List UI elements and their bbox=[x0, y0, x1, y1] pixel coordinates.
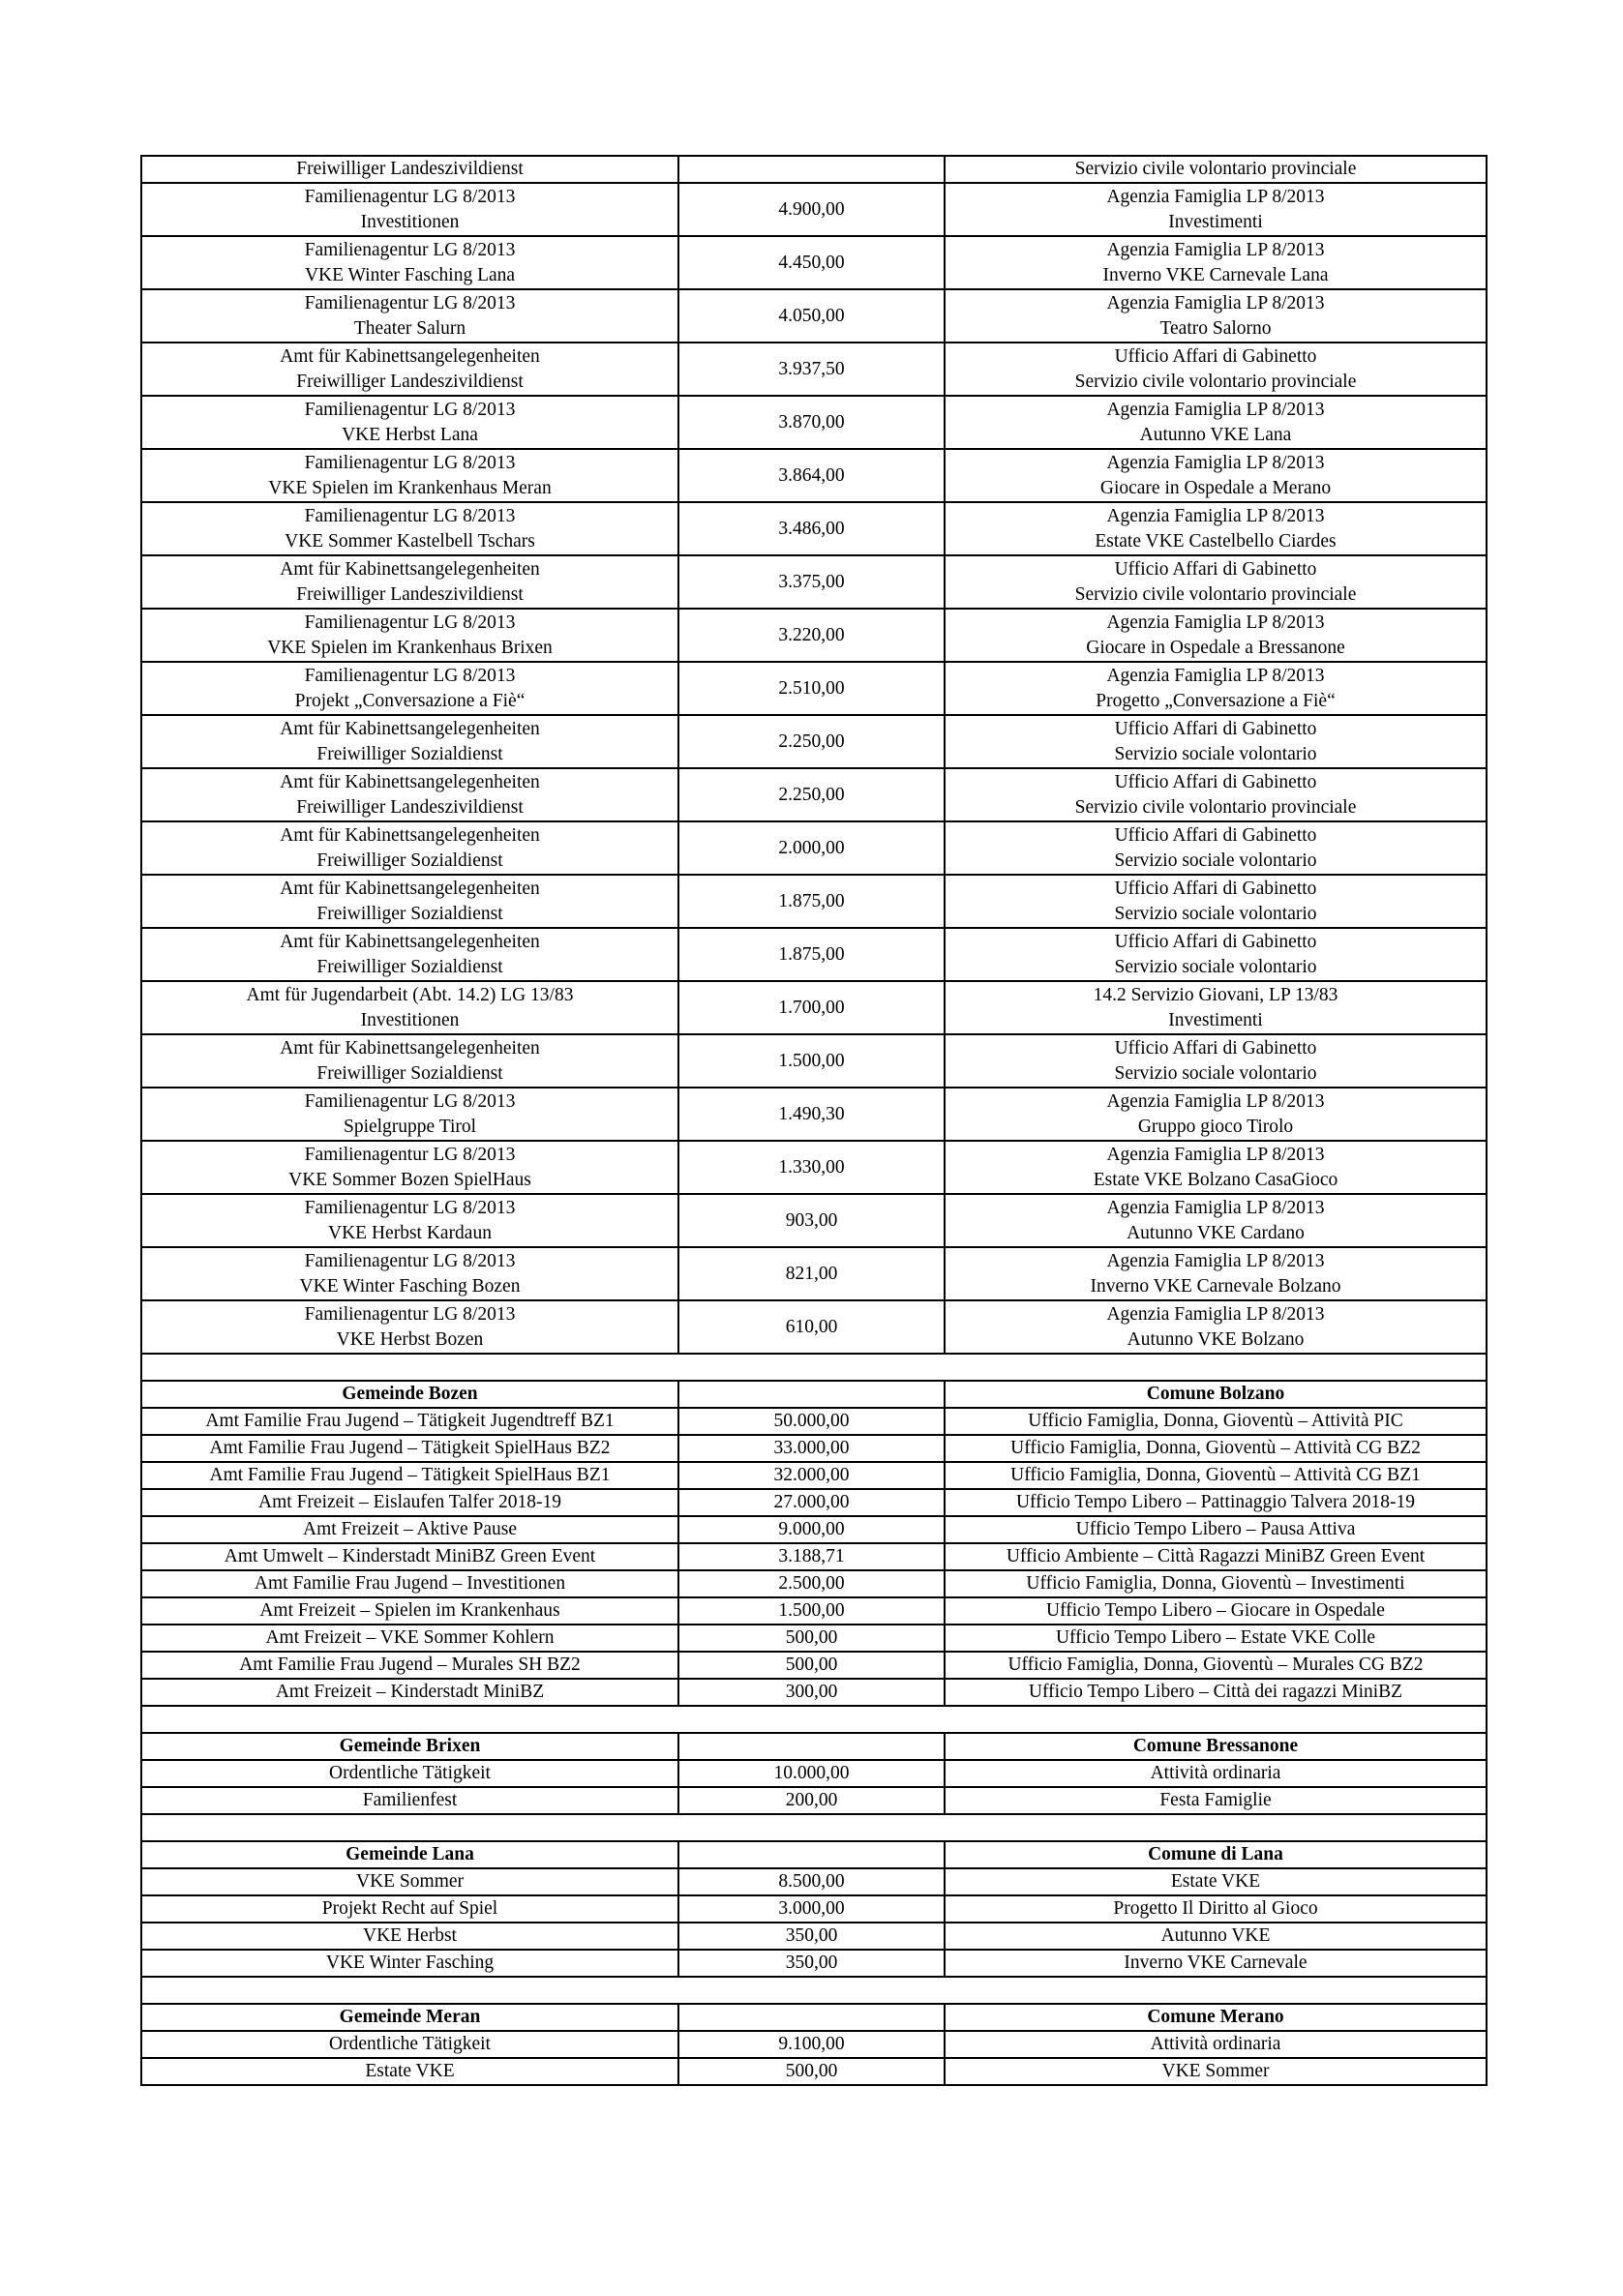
german-description-cell: Gemeinde Brixen bbox=[141, 1733, 678, 1760]
line-project: Servizio sociale volontario bbox=[1114, 850, 1317, 871]
amount-cell: 1.330,00 bbox=[678, 1141, 945, 1194]
section-header-row bbox=[141, 1733, 1487, 1760]
italian-description-cell: Ufficio Famiglia, Donna, Gioventù – Attività CG BZ2 bbox=[945, 1435, 1487, 1462]
german-description-cell: Freiwilliger Landeszivildienst bbox=[141, 156, 678, 183]
line-office: Amt für Kabinettsangelegenheiten bbox=[280, 558, 540, 580]
italian-description-cell bbox=[945, 768, 1487, 821]
line-project: VKE Herbst Lana bbox=[342, 424, 478, 445]
amount-cell: 300,00 bbox=[678, 1679, 945, 1706]
italian-description-cell: Comune Merano bbox=[945, 2004, 1487, 2031]
italian-description-cell bbox=[945, 821, 1487, 875]
table-row bbox=[141, 1088, 1487, 1141]
line-project: Projekt „Conversazione a Fiè“ bbox=[294, 690, 526, 711]
german-description-cell bbox=[141, 1088, 678, 1141]
table-row bbox=[141, 981, 1487, 1034]
line-project: Estate VKE Bolzano CasaGioco bbox=[1093, 1169, 1338, 1190]
amount-cell: 4.900,00 bbox=[678, 183, 945, 236]
german-description-cell bbox=[141, 343, 678, 396]
table-row bbox=[141, 1462, 1487, 1489]
amount-cell: 32.000,00 bbox=[678, 1462, 945, 1489]
line-office: Agenzia Famiglia LP 8/2013 bbox=[1106, 1303, 1325, 1325]
german-description-cell: VKE Herbst bbox=[141, 1923, 678, 1950]
german-description-cell bbox=[141, 928, 678, 981]
table-row bbox=[141, 2058, 1487, 2085]
italian-description-cell bbox=[945, 928, 1487, 981]
line-office: Familienagentur LG 8/2013 bbox=[304, 452, 516, 473]
amount-cell: 903,00 bbox=[678, 1194, 945, 1247]
amount-cell: 610,00 bbox=[678, 1300, 945, 1354]
italian-description-cell: Attività ordinaria bbox=[945, 2031, 1487, 2058]
line-office: Ufficio Affari di Gabinetto bbox=[1114, 718, 1317, 739]
line-project: Giocare in Ospedale a Bressanone bbox=[1086, 637, 1345, 658]
german-description-cell: Projekt Recht auf Spiel bbox=[141, 1895, 678, 1923]
line-project: Servizio sociale volontario bbox=[1114, 956, 1317, 977]
funding-table-body bbox=[141, 156, 1487, 2085]
table-row bbox=[141, 1435, 1487, 1462]
italian-description-cell: Ufficio Famiglia, Donna, Gioventù – Attività PIC bbox=[945, 1408, 1487, 1435]
italian-description-cell bbox=[945, 236, 1487, 289]
amount-cell: 350,00 bbox=[678, 1950, 945, 1977]
line-office: Amt für Kabinettsangelegenheiten bbox=[280, 771, 540, 792]
table-row bbox=[141, 1868, 1487, 1895]
italian-description-cell: Inverno VKE Carnevale bbox=[945, 1950, 1487, 1977]
amount-cell: 821,00 bbox=[678, 1247, 945, 1300]
line-office: Amt für Kabinettsangelegenheiten bbox=[280, 878, 540, 899]
german-description-cell: Gemeinde Bozen bbox=[141, 1381, 678, 1408]
line-office: Ufficio Affari di Gabinetto bbox=[1114, 878, 1317, 899]
german-description-cell bbox=[141, 875, 678, 928]
line-office: Agenzia Famiglia LP 8/2013 bbox=[1106, 292, 1325, 313]
line-project: VKE Spielen im Krankenhaus Meran bbox=[268, 477, 552, 498]
german-description-cell: Estate VKE bbox=[141, 2058, 678, 2085]
italian-description-cell: Progetto Il Diritto al Gioco bbox=[945, 1895, 1487, 1923]
line-project: Investimenti bbox=[1168, 211, 1263, 232]
table-row bbox=[141, 1787, 1487, 1814]
table-row bbox=[141, 1625, 1487, 1652]
amount-cell: 1.490,30 bbox=[678, 1088, 945, 1141]
line-office: Ufficio Affari di Gabinetto bbox=[1114, 345, 1317, 367]
german-description-cell bbox=[141, 1034, 678, 1088]
german-description-cell: Amt Familie Frau Jugend – Investitionen bbox=[141, 1570, 678, 1597]
table-row bbox=[141, 875, 1487, 928]
german-description-cell bbox=[141, 768, 678, 821]
amount-cell: 1.700,00 bbox=[678, 981, 945, 1034]
table-row bbox=[141, 343, 1487, 396]
amount-cell: 3.220,00 bbox=[678, 609, 945, 662]
german-description-cell bbox=[141, 821, 678, 875]
italian-description-cell: Ufficio Famiglia, Donna, Gioventù – Murales CG BZ2 bbox=[945, 1652, 1487, 1679]
table-row bbox=[141, 768, 1487, 821]
line-office: Agenzia Famiglia LP 8/2013 bbox=[1106, 1197, 1325, 1218]
line-project: VKE Herbst Kardaun bbox=[328, 1222, 492, 1243]
line-project: Servizio civile volontario provinciale bbox=[1074, 796, 1357, 818]
line-office: Agenzia Famiglia LP 8/2013 bbox=[1106, 1090, 1325, 1112]
amount-cell: 200,00 bbox=[678, 1787, 945, 1814]
amount-cell: 1.875,00 bbox=[678, 928, 945, 981]
line-office: Agenzia Famiglia LP 8/2013 bbox=[1106, 239, 1325, 260]
german-description-cell: Familienfest bbox=[141, 1787, 678, 1814]
table-row bbox=[141, 1034, 1487, 1088]
line-project: Freiwilliger Sozialdienst bbox=[316, 903, 503, 924]
line-project: Freiwilliger Landeszivildienst bbox=[296, 583, 524, 605]
table-row bbox=[141, 609, 1487, 662]
table-row bbox=[141, 928, 1487, 981]
line-project: Servizio civile volontario provinciale bbox=[1074, 583, 1357, 605]
table-row bbox=[141, 1652, 1487, 1679]
line-office: Familienagentur LG 8/2013 bbox=[304, 1197, 516, 1218]
table-row bbox=[141, 662, 1487, 715]
italian-description-cell bbox=[945, 1300, 1487, 1354]
italian-description-cell: Estate VKE bbox=[945, 1868, 1487, 1895]
table-row bbox=[141, 236, 1487, 289]
italian-description-cell bbox=[945, 289, 1487, 343]
line-project: VKE Sommer Kastelbell Tschars bbox=[285, 530, 535, 552]
line-project: Autunno VKE Lana bbox=[1139, 424, 1292, 445]
line-project: Theater Salurn bbox=[353, 317, 466, 339]
italian-description-cell: VKE Sommer bbox=[945, 2058, 1487, 2085]
line-office: Familienagentur LG 8/2013 bbox=[304, 611, 516, 633]
table-row bbox=[141, 1516, 1487, 1543]
line-office: Familienagentur LG 8/2013 bbox=[304, 1303, 516, 1325]
line-office: Familienagentur LG 8/2013 bbox=[304, 665, 516, 686]
line-project: Freiwilliger Sozialdienst bbox=[316, 850, 503, 871]
line-office: Amt für Kabinettsangelegenheiten bbox=[280, 1037, 540, 1059]
line-office: Amt für Kabinettsangelegenheiten bbox=[280, 931, 540, 952]
line-project: Investitionen bbox=[360, 211, 460, 232]
line-office: Agenzia Famiglia LP 8/2013 bbox=[1106, 665, 1325, 686]
table-row bbox=[141, 1760, 1487, 1787]
line-office: Ufficio Affari di Gabinetto bbox=[1114, 824, 1317, 846]
amount-cell: 500,00 bbox=[678, 1625, 945, 1652]
amount-cell: 50.000,00 bbox=[678, 1408, 945, 1435]
line-project: Gruppo gioco Tirolo bbox=[1137, 1116, 1294, 1137]
italian-description-cell: Ufficio Tempo Libero – Pattinaggio Talvera 2018-19 bbox=[945, 1489, 1487, 1516]
german-description-cell bbox=[141, 662, 678, 715]
table-row bbox=[141, 1923, 1487, 1950]
funding-table bbox=[140, 155, 1488, 2086]
table-row bbox=[141, 821, 1487, 875]
spacer-row bbox=[141, 1706, 1487, 1733]
line-project: Servizio sociale volontario bbox=[1114, 1062, 1317, 1084]
italian-description-cell: Ufficio Famiglia, Donna, Gioventù – Investimenti bbox=[945, 1570, 1487, 1597]
italian-description-cell: Autunno VKE bbox=[945, 1923, 1487, 1950]
table-row bbox=[141, 2031, 1487, 2058]
line-office: Amt für Kabinettsangelegenheiten bbox=[280, 824, 540, 846]
line-project: Estate VKE Castelbello Ciardes bbox=[1095, 530, 1337, 552]
italian-description-cell bbox=[945, 981, 1487, 1034]
spacer-cell bbox=[141, 1814, 1487, 1841]
italian-description-cell: Ufficio Tempo Libero – Estate VKE Colle bbox=[945, 1625, 1487, 1652]
german-description-cell bbox=[141, 236, 678, 289]
line-office: Familienagentur LG 8/2013 bbox=[304, 399, 516, 420]
line-project: Investitionen bbox=[360, 1009, 460, 1030]
amount-cell: 2.510,00 bbox=[678, 662, 945, 715]
line-office: Familienagentur LG 8/2013 bbox=[304, 1250, 516, 1271]
amount-cell: 2.250,00 bbox=[678, 768, 945, 821]
italian-description-cell: Comune di Lana bbox=[945, 1841, 1487, 1868]
line-office: Ufficio Affari di Gabinetto bbox=[1114, 1037, 1317, 1059]
line-office: Familienagentur LG 8/2013 bbox=[304, 186, 516, 207]
german-description-cell: Amt Freizeit – Eislaufen Talfer 2018-19 bbox=[141, 1489, 678, 1516]
line-project: VKE Spielen im Krankenhaus Brixen bbox=[267, 637, 553, 658]
line-office: Agenzia Famiglia LP 8/2013 bbox=[1106, 505, 1325, 526]
line-project: Progetto „Conversazione a Fiè“ bbox=[1096, 690, 1336, 711]
line-project: Investimenti bbox=[1168, 1009, 1263, 1030]
line-office: Ufficio Affari di Gabinetto bbox=[1114, 558, 1317, 580]
line-project: Inverno VKE Carnevale Lana bbox=[1102, 264, 1329, 285]
italian-description-cell bbox=[945, 343, 1487, 396]
table-row bbox=[141, 1141, 1487, 1194]
german-description-cell bbox=[141, 1194, 678, 1247]
italian-description-cell bbox=[945, 1088, 1487, 1141]
italian-description-cell bbox=[945, 1034, 1487, 1088]
italian-description-cell bbox=[945, 609, 1487, 662]
table-row bbox=[141, 1679, 1487, 1706]
line-project: Freiwilliger Sozialdienst bbox=[316, 956, 503, 977]
line-project: Freiwilliger Sozialdienst bbox=[316, 1062, 503, 1084]
german-description-cell: Amt Familie Frau Jugend – Tätigkeit Jugendtreff BZ1 bbox=[141, 1408, 678, 1435]
german-description-cell: Amt Freizeit – Kinderstadt MiniBZ bbox=[141, 1679, 678, 1706]
german-description-cell bbox=[141, 183, 678, 236]
line-project: Teatro Salorno bbox=[1159, 317, 1272, 339]
german-description-cell bbox=[141, 609, 678, 662]
italian-description-cell: Ufficio Tempo Libero – Giocare in Ospedale bbox=[945, 1597, 1487, 1625]
line-project: Freiwilliger Landeszivildienst bbox=[296, 796, 524, 818]
german-description-cell bbox=[141, 396, 678, 449]
italian-description-cell: Servizio civile volontario provinciale bbox=[945, 156, 1487, 183]
italian-description-cell bbox=[945, 875, 1487, 928]
spacer-row bbox=[141, 1977, 1487, 2004]
line-project: Spielgruppe Tirol bbox=[343, 1116, 477, 1137]
line-office: Familienagentur LG 8/2013 bbox=[304, 505, 516, 526]
amount-cell: 4.050,00 bbox=[678, 289, 945, 343]
german-description-cell: VKE Winter Fasching bbox=[141, 1950, 678, 1977]
line-project: Giocare in Ospedale a Merano bbox=[1099, 477, 1332, 498]
german-description-cell: Amt Familie Frau Jugend – Tätigkeit SpielHaus BZ1 bbox=[141, 1462, 678, 1489]
amount-cell: 3.188,71 bbox=[678, 1543, 945, 1570]
italian-description-cell: Ufficio Famiglia, Donna, Gioventù – Attività CG BZ1 bbox=[945, 1462, 1487, 1489]
section-header-row bbox=[141, 1381, 1487, 1408]
german-description-cell: VKE Sommer bbox=[141, 1868, 678, 1895]
line-project: VKE Herbst Bozen bbox=[336, 1328, 484, 1350]
line-project: Freiwilliger Landeszivildienst bbox=[296, 371, 524, 392]
italian-description-cell: Comune Bolzano bbox=[945, 1381, 1487, 1408]
line-office: Amt für Jugendarbeit (Abt. 14.2) LG 13/83 bbox=[246, 984, 574, 1005]
amount-cell: 1.500,00 bbox=[678, 1034, 945, 1088]
table-row bbox=[141, 289, 1487, 343]
table-row bbox=[141, 449, 1487, 502]
line-office: Familienagentur LG 8/2013 bbox=[304, 1144, 516, 1165]
table-row bbox=[141, 1194, 1487, 1247]
line-project: Freiwilliger Sozialdienst bbox=[316, 743, 503, 764]
amount-cell: 10.000,00 bbox=[678, 1760, 945, 1787]
table-row bbox=[141, 183, 1487, 236]
amount-cell: 9.100,00 bbox=[678, 2031, 945, 2058]
spacer-row bbox=[141, 1354, 1487, 1381]
amount-cell: 3.375,00 bbox=[678, 555, 945, 609]
amount-cell bbox=[678, 1381, 945, 1408]
table-row bbox=[141, 1597, 1487, 1625]
german-description-cell: Gemeinde Meran bbox=[141, 2004, 678, 2031]
table-row bbox=[141, 1247, 1487, 1300]
italian-description-cell bbox=[945, 449, 1487, 502]
line-project: Servizio civile volontario provinciale bbox=[1074, 371, 1357, 392]
table-row bbox=[141, 1570, 1487, 1597]
line-project: Autunno VKE Cardano bbox=[1127, 1222, 1305, 1243]
german-description-cell bbox=[141, 715, 678, 768]
german-description-cell bbox=[141, 1247, 678, 1300]
amount-cell: 350,00 bbox=[678, 1923, 945, 1950]
amount-cell: 500,00 bbox=[678, 2058, 945, 2085]
spacer-cell bbox=[141, 1354, 1487, 1381]
german-description-cell bbox=[141, 1141, 678, 1194]
italian-description-cell: Festa Famiglie bbox=[945, 1787, 1487, 1814]
amount-cell: 3.870,00 bbox=[678, 396, 945, 449]
line-project: Servizio sociale volontario bbox=[1114, 903, 1317, 924]
amount-cell: 2.000,00 bbox=[678, 821, 945, 875]
amount-cell: 1.875,00 bbox=[678, 875, 945, 928]
german-description-cell bbox=[141, 289, 678, 343]
german-description-cell: Amt Familie Frau Jugend – Murales SH BZ2 bbox=[141, 1652, 678, 1679]
italian-description-cell bbox=[945, 1194, 1487, 1247]
table-row bbox=[141, 1489, 1487, 1516]
line-office: Amt für Kabinettsangelegenheiten bbox=[280, 718, 540, 739]
german-description-cell bbox=[141, 981, 678, 1034]
amount-cell: 33.000,00 bbox=[678, 1435, 945, 1462]
german-description-cell bbox=[141, 1300, 678, 1354]
amount-cell bbox=[678, 2004, 945, 2031]
amount-cell bbox=[678, 1733, 945, 1760]
amount-cell: 8.500,00 bbox=[678, 1868, 945, 1895]
german-description-cell: Amt Freizeit – VKE Sommer Kohlern bbox=[141, 1625, 678, 1652]
line-project: Autunno VKE Bolzano bbox=[1127, 1328, 1305, 1350]
amount-cell: 3.486,00 bbox=[678, 502, 945, 555]
table-row bbox=[141, 1950, 1487, 1977]
table-row bbox=[141, 502, 1487, 555]
line-office: 14.2 Servizio Giovani, LP 13/83 bbox=[1093, 984, 1338, 1005]
german-description-cell: Amt Freizeit – Aktive Pause bbox=[141, 1516, 678, 1543]
amount-cell: 3.937,50 bbox=[678, 343, 945, 396]
table-row bbox=[141, 396, 1487, 449]
italian-description-cell: Ufficio Tempo Libero – Pausa Attiva bbox=[945, 1516, 1487, 1543]
line-project: Servizio sociale volontario bbox=[1114, 743, 1317, 764]
amount-cell: 4.450,00 bbox=[678, 236, 945, 289]
italian-description-cell bbox=[945, 662, 1487, 715]
amount-cell bbox=[678, 156, 945, 183]
line-office: Familienagentur LG 8/2013 bbox=[304, 1090, 516, 1112]
amount-cell: 3.000,00 bbox=[678, 1895, 945, 1923]
line-project: VKE Winter Fasching Lana bbox=[304, 264, 516, 285]
amount-cell: 500,00 bbox=[678, 1652, 945, 1679]
german-description-cell: Ordentliche Tätigkeit bbox=[141, 2031, 678, 2058]
spacer-row bbox=[141, 1814, 1487, 1841]
german-description-cell bbox=[141, 449, 678, 502]
section-header-row bbox=[141, 2004, 1487, 2031]
german-description-cell: Ordentliche Tätigkeit bbox=[141, 1760, 678, 1787]
italian-description-cell: Attività ordinaria bbox=[945, 1760, 1487, 1787]
italian-description-cell: Comune Bressanone bbox=[945, 1733, 1487, 1760]
line-project: VKE Sommer Bozen SpielHaus bbox=[288, 1169, 531, 1190]
line-office: Agenzia Famiglia LP 8/2013 bbox=[1106, 399, 1325, 420]
german-description-cell: Amt Familie Frau Jugend – Tätigkeit SpielHaus BZ2 bbox=[141, 1435, 678, 1462]
amount-cell: 2.500,00 bbox=[678, 1570, 945, 1597]
german-description-cell: Amt Freizeit – Spielen im Krankenhaus bbox=[141, 1597, 678, 1625]
spacer-cell bbox=[141, 1977, 1487, 2004]
italian-description-cell bbox=[945, 502, 1487, 555]
italian-description-cell bbox=[945, 1247, 1487, 1300]
table-row bbox=[141, 555, 1487, 609]
amount-cell bbox=[678, 1841, 945, 1868]
italian-description-cell bbox=[945, 715, 1487, 768]
german-description-cell bbox=[141, 502, 678, 555]
table-row bbox=[141, 1300, 1487, 1354]
section-header-row bbox=[141, 1841, 1487, 1868]
italian-description-cell bbox=[945, 555, 1487, 609]
table-row bbox=[141, 715, 1487, 768]
line-office: Agenzia Famiglia LP 8/2013 bbox=[1106, 186, 1325, 207]
line-office: Ufficio Affari di Gabinetto bbox=[1114, 931, 1317, 952]
italian-description-cell bbox=[945, 183, 1487, 236]
line-office: Ufficio Affari di Gabinetto bbox=[1114, 771, 1317, 792]
spacer-cell bbox=[141, 1706, 1487, 1733]
line-office: Agenzia Famiglia LP 8/2013 bbox=[1106, 1250, 1325, 1271]
amount-cell: 3.864,00 bbox=[678, 449, 945, 502]
line-office: Agenzia Famiglia LP 8/2013 bbox=[1106, 1144, 1325, 1165]
amount-cell: 2.250,00 bbox=[678, 715, 945, 768]
amount-cell: 27.000,00 bbox=[678, 1489, 945, 1516]
italian-description-cell bbox=[945, 1141, 1487, 1194]
table-row bbox=[141, 1895, 1487, 1923]
line-office: Amt für Kabinettsangelegenheiten bbox=[280, 345, 540, 367]
italian-description-cell: Ufficio Ambiente – Città Ragazzi MiniBZ Green Event bbox=[945, 1543, 1487, 1570]
amount-cell: 1.500,00 bbox=[678, 1597, 945, 1625]
german-description-cell bbox=[141, 555, 678, 609]
german-description-cell: Gemeinde Lana bbox=[141, 1841, 678, 1868]
line-project: Inverno VKE Carnevale Bolzano bbox=[1090, 1275, 1341, 1297]
line-office: Familienagentur LG 8/2013 bbox=[304, 292, 516, 313]
amount-cell: 9.000,00 bbox=[678, 1516, 945, 1543]
table-row bbox=[141, 156, 1487, 183]
line-office: Agenzia Famiglia LP 8/2013 bbox=[1106, 452, 1325, 473]
german-description-cell: Amt Umwelt – Kinderstadt MiniBZ Green Event bbox=[141, 1543, 678, 1570]
table-row bbox=[141, 1408, 1487, 1435]
table-row bbox=[141, 1543, 1487, 1570]
line-office: Familienagentur LG 8/2013 bbox=[304, 239, 516, 260]
italian-description-cell bbox=[945, 396, 1487, 449]
line-office: Agenzia Famiglia LP 8/2013 bbox=[1106, 611, 1325, 633]
line-project: VKE Winter Fasching Bozen bbox=[299, 1275, 521, 1297]
italian-description-cell: Ufficio Tempo Libero – Città dei ragazzi MiniBZ bbox=[945, 1679, 1487, 1706]
